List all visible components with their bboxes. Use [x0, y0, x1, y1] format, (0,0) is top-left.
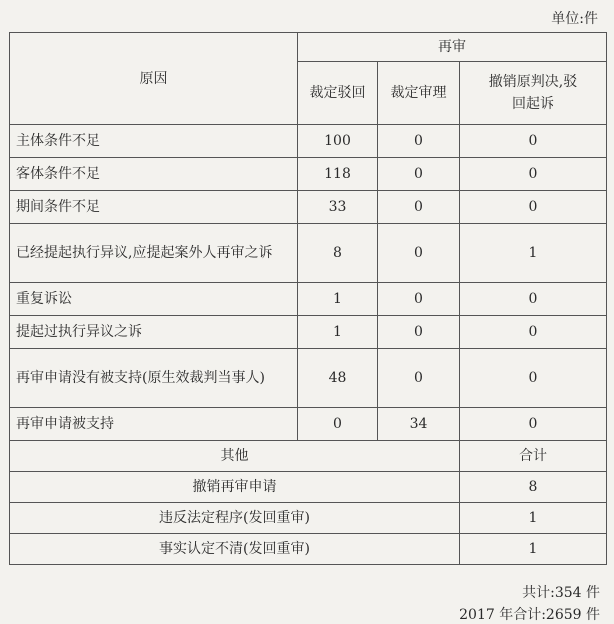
other-total: 1: [460, 534, 607, 565]
header-reason: 原因: [10, 33, 298, 125]
row-col1: 118: [298, 158, 378, 191]
statistics-table: [9, 32, 607, 565]
other-total: 8: [460, 472, 607, 503]
row-reason: 期间条件不足: [10, 191, 298, 224]
row-col2: 0: [378, 224, 460, 283]
table-row: [10, 283, 607, 316]
total-count: 共计:354 件: [522, 585, 600, 601]
header-col2: 裁定审理: [378, 62, 460, 125]
row-col3: 0: [460, 349, 607, 408]
table-row: [10, 224, 607, 283]
row-col2: 0: [378, 125, 460, 158]
row-col1: 100: [298, 125, 378, 158]
other-header-row: [10, 441, 607, 472]
other-total: 1: [460, 503, 607, 534]
row-reason: 已经提起执行异议,应提起案外人再审之诉: [10, 224, 298, 283]
total-label: 合计: [460, 441, 607, 472]
unit-label: 单位:件: [551, 11, 598, 27]
table-row: [10, 125, 607, 158]
header-col3: 撤销原判决,驳回起诉: [460, 62, 607, 125]
other-label: 其他: [10, 441, 460, 472]
table-row: [10, 191, 607, 224]
row-col2: 0: [378, 349, 460, 408]
table-row: [10, 158, 607, 191]
header-row: [10, 33, 607, 62]
row-col2: 0: [378, 158, 460, 191]
row-reason: 再审申请被支持: [10, 408, 298, 441]
row-col3: 0: [460, 125, 607, 158]
table-row: [10, 349, 607, 408]
row-col2: 0: [378, 316, 460, 349]
other-reason: 撤销再审申请: [10, 472, 460, 503]
other-row: [10, 534, 607, 565]
row-col1: 1: [298, 283, 378, 316]
other-reason: 违反法定程序(发回重审): [10, 503, 460, 534]
row-col1: 0: [298, 408, 378, 441]
row-reason: 提起过执行异议之诉: [10, 316, 298, 349]
other-row: [10, 503, 607, 534]
row-reason: 重复诉讼: [10, 283, 298, 316]
header-col1: 裁定驳回: [298, 62, 378, 125]
row-col1: 1: [298, 316, 378, 349]
row-reason: 客体条件不足: [10, 158, 298, 191]
row-col2: 0: [378, 191, 460, 224]
row-reason: 主体条件不足: [10, 125, 298, 158]
row-col1: 33: [298, 191, 378, 224]
row-col2: 0: [378, 283, 460, 316]
row-reason: 再审申请没有被支持(原生效裁判当事人): [10, 349, 298, 408]
other-reason: 事实认定不清(发回重审): [10, 534, 460, 565]
row-col3: 0: [460, 316, 607, 349]
row-col3: 0: [460, 408, 607, 441]
table-row: [10, 316, 607, 349]
year-total-count: 2017 年合计:2659 件: [459, 607, 600, 623]
row-col2: 34: [378, 408, 460, 441]
other-row: [10, 472, 607, 503]
row-col3: 0: [460, 191, 607, 224]
row-col3: 1: [460, 224, 607, 283]
row-col1: 8: [298, 224, 378, 283]
row-col1: 48: [298, 349, 378, 408]
row-col3: 0: [460, 158, 607, 191]
header-retrial: 再审: [298, 33, 607, 62]
table-row: [10, 408, 607, 441]
row-col3: 0: [460, 283, 607, 316]
